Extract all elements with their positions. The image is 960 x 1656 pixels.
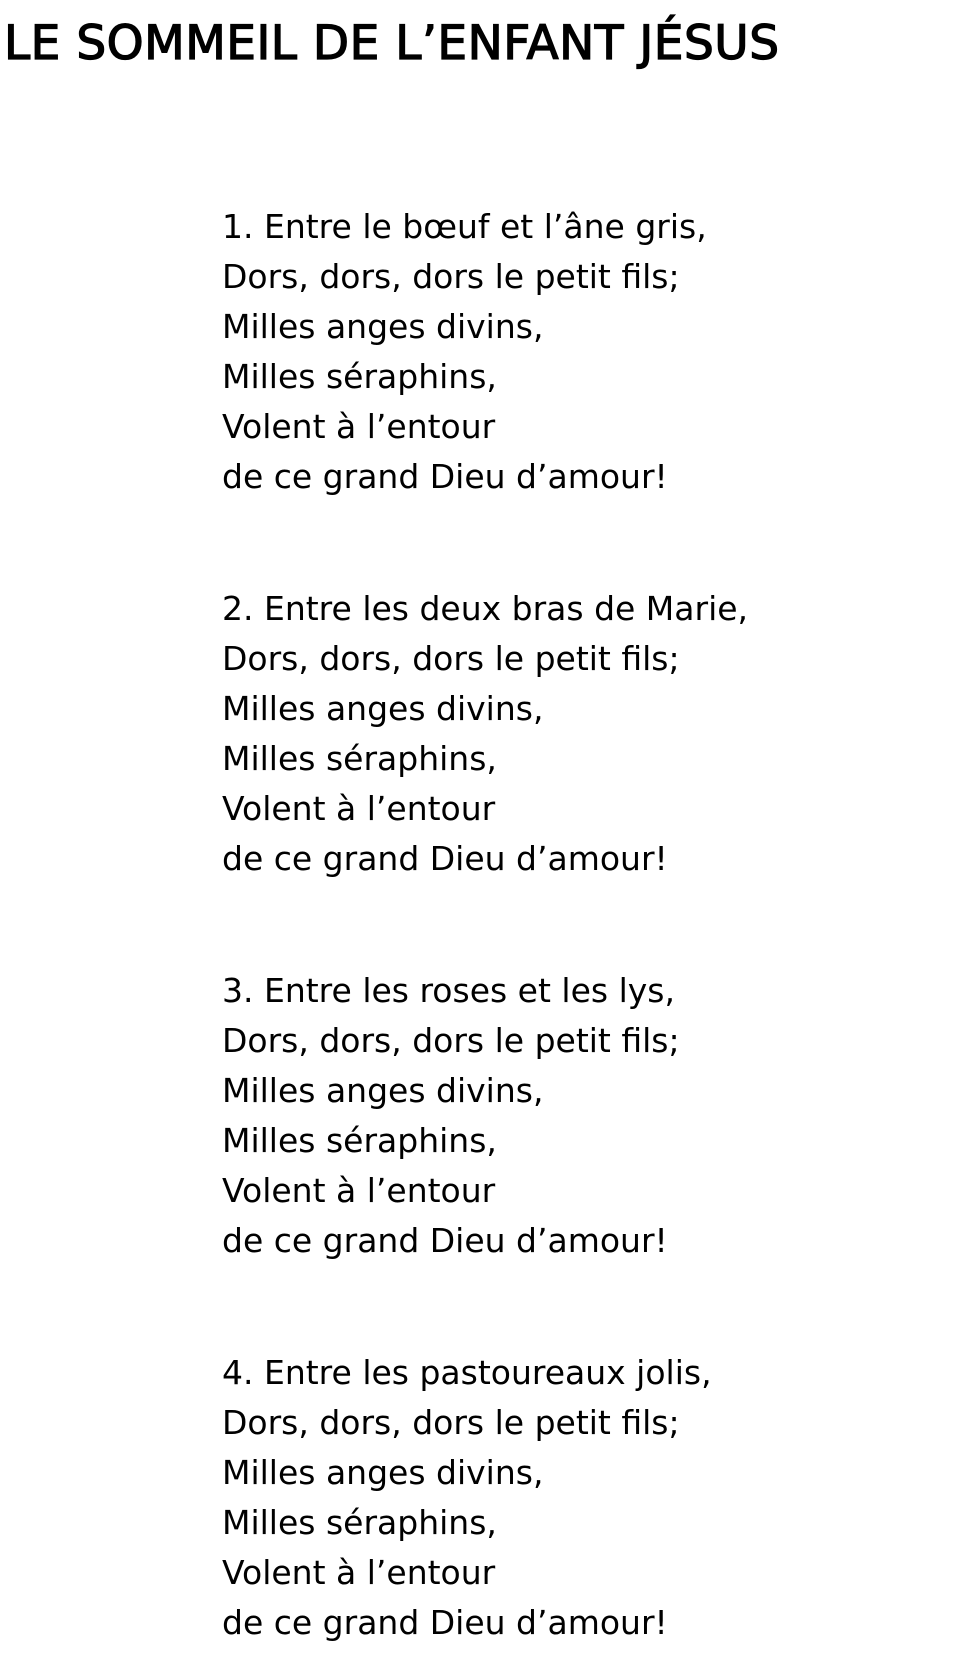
stanza-line: Milles anges divins, bbox=[222, 689, 544, 728]
stanza-line: Dors, dors, dors le petit fils; bbox=[222, 1403, 680, 1442]
stanza-line: Volent à l’entour bbox=[222, 407, 496, 446]
stanza-line: Volent à l’entour bbox=[222, 789, 496, 828]
stanza-line: 3. Entre les roses et les lys, bbox=[222, 971, 675, 1010]
stanza-3 bbox=[222, 966, 942, 1266]
stanza-line: Milles séraphins, bbox=[222, 357, 497, 396]
stanza-line: de ce grand Dieu d’amour! bbox=[222, 1603, 668, 1642]
song-title: LE SOMMEIL DE L’ENFANT JÉSUS bbox=[4, 16, 780, 71]
stanza-line: de ce grand Dieu d’amour! bbox=[222, 839, 668, 878]
stanza-line: Milles séraphins, bbox=[222, 1121, 497, 1160]
stanza-line: 4. Entre les pastoureaux jolis, bbox=[222, 1353, 712, 1392]
stanza-1 bbox=[222, 202, 942, 502]
stanza-line: Dors, dors, dors le petit fils; bbox=[222, 639, 680, 678]
stanza-line: 1. Entre le bœuf et l’âne gris, bbox=[222, 207, 707, 246]
stanza-line: Dors, dors, dors le petit fils; bbox=[222, 257, 680, 296]
stanza-line: Milles séraphins, bbox=[222, 1503, 497, 1542]
stanza-2 bbox=[222, 584, 942, 884]
stanza-line: Dors, dors, dors le petit fils; bbox=[222, 1021, 680, 1060]
stanza-line: Milles anges divins, bbox=[222, 1071, 544, 1110]
stanza-line: Milles séraphins, bbox=[222, 739, 497, 778]
stanza-line: 2. Entre les deux bras de Marie, bbox=[222, 589, 749, 628]
stanza-line: Volent à l’entour bbox=[222, 1553, 496, 1592]
stanza-line: Milles anges divins, bbox=[222, 307, 544, 346]
stanza-4 bbox=[222, 1348, 942, 1648]
stanza-line: de ce grand Dieu d’amour! bbox=[222, 457, 668, 496]
stanza-line: Milles anges divins, bbox=[222, 1453, 544, 1492]
stanza-line: de ce grand Dieu d’amour! bbox=[222, 1221, 668, 1260]
stanza-line: Volent à l’entour bbox=[222, 1171, 496, 1210]
